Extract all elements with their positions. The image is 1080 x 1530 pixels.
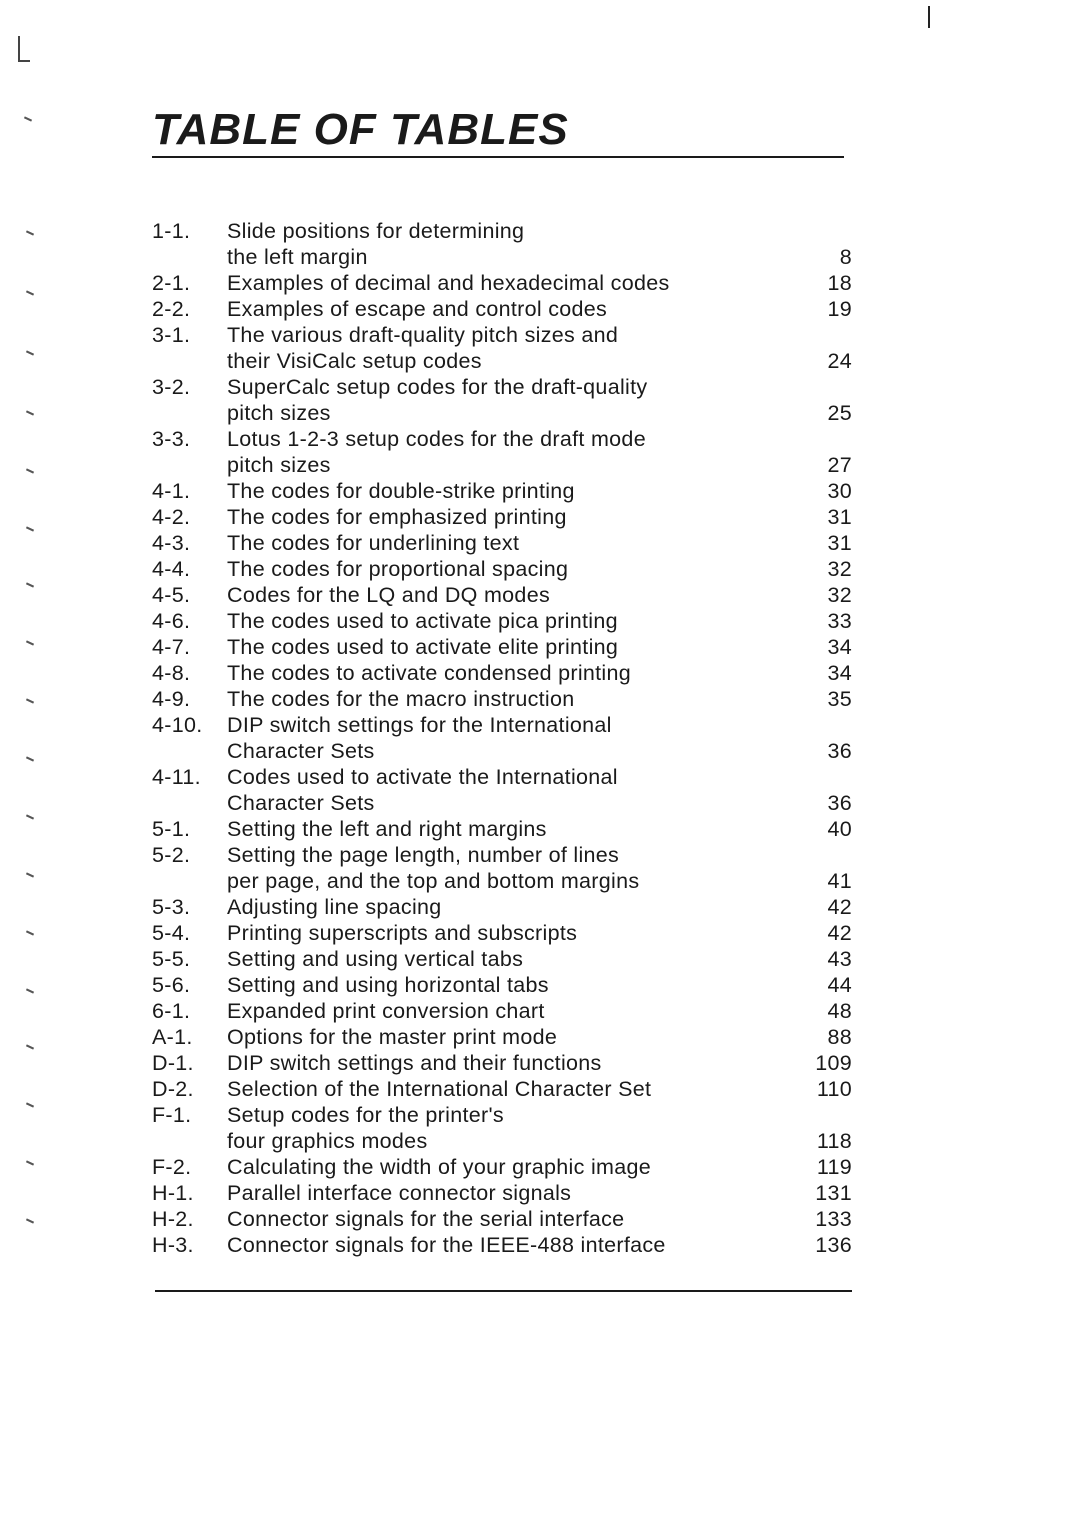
toc-entry [152,556,852,582]
table-number: 4-5. [152,583,191,607]
table-caption [227,1232,792,1258]
page-number: 133 [815,1207,852,1231]
table-number: 5-2. [152,843,191,867]
toc-entry [152,296,852,322]
page-title: TABLE OF TABLES [152,105,569,154]
caption-line: Connector signals for the IEEE-488 interface [227,1233,666,1257]
toc-entry [152,634,852,660]
caption-line: Calculating the width of your graphic image [227,1155,652,1179]
table-number: 4-4. [152,557,191,581]
table-caption [227,816,792,842]
caption-continuation-line: the left margin [227,245,368,269]
caption-line: Parallel interface connector signals [227,1181,572,1205]
table-number: 2-2. [152,297,191,321]
toc-entry [152,582,852,608]
toc-entry [152,998,852,1024]
scan-mark [26,1160,34,1165]
page-number: 35 [827,687,852,711]
caption-line: Setting and using vertical tabs [227,947,524,971]
toc-entry [152,920,852,946]
caption-line: The codes used to activate elite printing [227,635,619,659]
page-number: 32 [827,583,852,607]
table-number: 6-1. [152,999,191,1023]
toc-entry [152,764,852,816]
table-number: 5-6. [152,973,191,997]
toc-entry [152,1154,852,1180]
table-caption [227,1154,792,1180]
caption-line: Expanded print conversion chart [227,999,545,1023]
toc-entry [152,1180,852,1206]
table-number: 4-6. [152,609,191,633]
toc-entry [152,1076,852,1102]
page-number: 36 [827,739,852,763]
table-number: 3-1. [152,323,191,347]
scan-mark [26,698,34,703]
page-number: 109 [815,1051,852,1075]
table-caption [227,998,792,1024]
page-number: 18 [827,271,852,295]
table-caption [227,1180,792,1206]
caption-line: Setting the page length, number of lines [227,843,620,867]
toc-entry [152,504,852,530]
toc-entry [152,1050,852,1076]
scan-mark [26,814,34,819]
scan-mark [26,988,34,993]
toc-entry [152,608,852,634]
caption-line: Setup codes for the printer's [227,1103,504,1127]
scan-corner-mark [18,36,30,62]
table-number: 4-9. [152,687,191,711]
toc-entry [152,842,852,894]
table-number: D-2. [152,1077,194,1101]
scan-mark [26,350,34,355]
table-caption [227,608,792,634]
caption-line: Lotus 1-2-3 setup codes for the draft mode [227,427,646,451]
table-number: 4-1. [152,479,191,503]
table-caption [227,842,792,894]
toc-entry [152,660,852,686]
table-number: 3-3. [152,427,191,451]
table-caption [227,1076,792,1102]
table-caption [227,634,792,660]
scan-mark [26,756,34,761]
caption-line: The codes for the macro instruction [227,687,575,711]
scan-mark [26,410,34,415]
table-caption [227,660,792,686]
caption-line: The codes to activate condensed printing [227,661,632,685]
caption-line: The codes for double-strike printing [227,479,575,503]
table-caption [227,686,792,712]
table-caption [227,426,792,478]
table-number: 4-10. [152,713,203,737]
toc-entry [152,530,852,556]
scan-mark [26,468,34,473]
caption-line: Printing superscripts and subscripts [227,921,578,945]
page-number: 30 [827,479,852,503]
table-number: 4-2. [152,505,191,529]
toc-entry [152,322,852,374]
scan-mark [26,1044,34,1049]
table-caption [227,530,792,556]
scan-mark [26,930,34,935]
caption-line: Slide positions for determining [227,219,525,243]
table-number: H-3. [152,1233,194,1257]
page-number: 34 [827,661,852,685]
caption-line: SuperCalc setup codes for the draft-quality [227,375,648,399]
caption-line: Options for the master print mode [227,1025,558,1049]
table-number: 5-5. [152,947,191,971]
page-number: 118 [816,1129,852,1153]
table-number: 4-11. [152,765,201,789]
table-number: D-1. [152,1051,194,1075]
caption-continuation-line: four graphics modes [227,1129,428,1153]
toc-entry [152,478,852,504]
page-number: 27 [827,453,852,477]
table-number: 2-1. [152,271,191,295]
bottom-divider [155,1290,852,1292]
toc-entry [152,270,852,296]
page-number: 42 [827,921,852,945]
caption-line: The codes for underlining text [227,531,520,555]
toc-entry [152,816,852,842]
page-number: 32 [827,557,852,581]
toc-entry [152,374,852,426]
table-caption [227,322,792,374]
page-number: 44 [827,973,852,997]
caption-continuation-line: Character Sets [227,791,375,815]
page-number: 41 [827,869,852,893]
table-number: 5-3. [152,895,191,919]
title-underline [152,156,844,158]
toc-entry [152,894,852,920]
page-number: 31 [827,531,852,555]
caption-continuation-line: pitch sizes [227,401,331,425]
table-caption [227,582,792,608]
toc-entry [152,1024,852,1050]
scan-mark [26,526,34,531]
caption-line: Connector signals for the serial interface [227,1207,625,1231]
toc-entry [152,426,852,478]
scan-mark [26,290,34,295]
page-number: 33 [827,609,852,633]
caption-line: Selection of the International Character Set [227,1077,652,1101]
table-caption [227,1024,792,1050]
table-caption [227,1102,792,1154]
table-caption [227,764,792,816]
caption-line: DIP switch settings for the International [227,713,612,737]
scan-mark [24,116,32,121]
table-caption [227,296,792,322]
page-number: 42 [827,895,852,919]
table-number: 3-2. [152,375,191,399]
toc-entry [152,972,852,998]
table-number: F-1. [152,1103,192,1127]
scan-mark [26,872,34,877]
scan-mark [26,1102,34,1107]
toc-entry [152,1232,852,1258]
table-number: 4-7. [152,635,191,659]
table-number: 4-3. [152,531,191,555]
page-number: 31 [827,505,852,529]
caption-line: Examples of decimal and hexadecimal codes [227,271,670,295]
table-caption [227,920,792,946]
page-number: 131 [815,1181,852,1205]
table-number: H-2. [152,1207,194,1231]
caption-line: Codes for the LQ and DQ modes [227,583,551,607]
page-number: 25 [827,401,852,425]
caption-continuation-line: per page, and the top and bottom margins [227,869,640,893]
page-number: 8 [839,245,852,269]
table-caption [227,1206,792,1232]
table-number: F-2. [152,1155,192,1179]
scan-mark [26,230,34,235]
toc-entry [152,1102,852,1154]
caption-line: Examples of escape and control codes [227,297,608,321]
caption-line: The codes for proportional spacing [227,557,569,581]
table-caption [227,218,792,270]
table-caption [227,972,792,998]
page-number: 34 [827,635,852,659]
caption-line: Codes used to activate the International [227,765,618,789]
page-number: 136 [815,1233,852,1257]
toc-entry [152,712,852,764]
page-number: 19 [827,297,852,321]
table-number: 5-4. [152,921,191,945]
caption-line: Setting the left and right margins [227,817,547,841]
caption-line: DIP switch settings and their functions [227,1051,602,1075]
scan-edge-marks [0,0,60,1530]
caption-continuation-line: Character Sets [227,739,375,763]
page-number: 48 [827,999,852,1023]
table-of-tables-list [152,218,852,1258]
page-number: 43 [827,947,852,971]
page-number: 110 [816,1077,852,1101]
table-number: 1-1. [152,219,191,243]
toc-entry [152,686,852,712]
table-caption [227,478,792,504]
caption-line: Setting and using horizontal tabs [227,973,549,997]
caption-line: The various draft-quality pitch sizes and [227,323,619,347]
caption-continuation-line: pitch sizes [227,453,331,477]
page-number: 24 [827,349,852,373]
table-number: A-1. [152,1025,193,1049]
page-edge-tick [928,6,930,28]
page-number: 36 [827,791,852,815]
caption-continuation-line: their VisiCalc setup codes [227,349,482,373]
table-number: H-1. [152,1181,194,1205]
toc-entry [152,218,852,270]
toc-entry [152,946,852,972]
table-caption [227,374,792,426]
table-caption [227,504,792,530]
scan-mark [26,1218,34,1223]
caption-line: The codes for emphasized printing [227,505,567,529]
table-caption [227,946,792,972]
table-number: 4-8. [152,661,191,685]
table-caption [227,712,792,764]
table-caption [227,270,792,296]
caption-line: The codes used to activate pica printing [227,609,618,633]
toc-entry [152,1206,852,1232]
table-caption [227,556,792,582]
caption-line: Adjusting line spacing [227,895,442,919]
table-number: 5-1. [152,817,191,841]
page-number: 88 [827,1025,852,1049]
table-caption [227,894,792,920]
scan-mark [26,640,34,645]
page-number: 119 [816,1155,852,1179]
scan-mark [26,582,34,587]
table-caption [227,1050,792,1076]
page-number: 40 [827,817,852,841]
